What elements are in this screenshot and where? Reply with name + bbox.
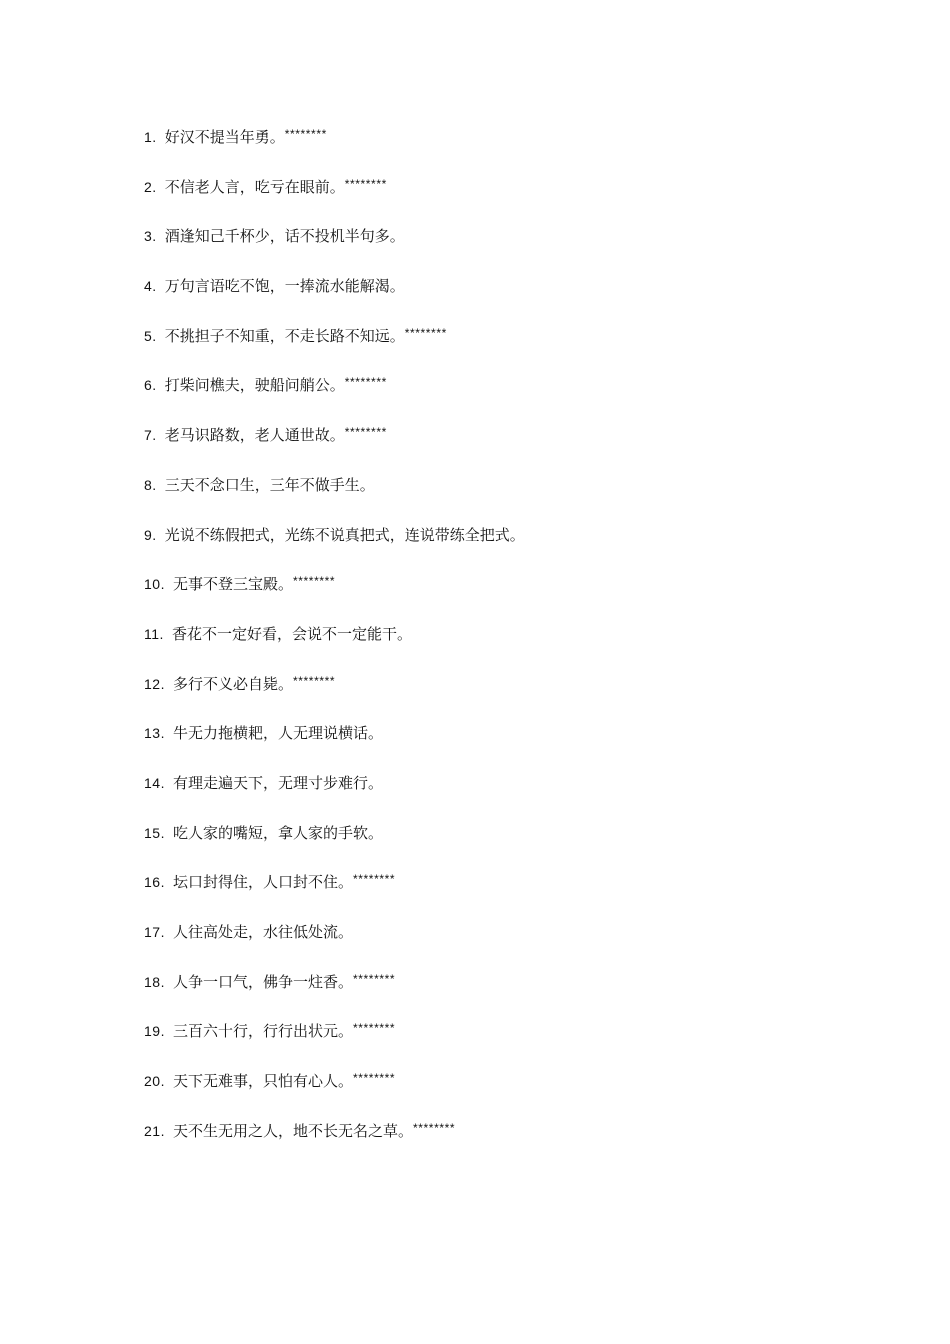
item-number: 19. <box>144 1023 165 1040</box>
item-number: 17. <box>144 924 165 940</box>
item-number: 7. <box>144 427 157 444</box>
list-item <box>144 919 525 969</box>
item-mark: ******** <box>292 574 336 589</box>
list-item <box>144 720 525 770</box>
item-mark: ******** <box>292 673 336 688</box>
list-item <box>144 869 525 919</box>
item-text: 无事不登三宝殿。 <box>172 575 293 594</box>
item-number: 16. <box>144 874 165 891</box>
item-text: 光说不练假把式，光练不说真把式，连说带练全把式。 <box>164 525 525 544</box>
item-number: 10. <box>144 576 165 593</box>
item-number: 1. <box>144 129 157 145</box>
item-text: 多行不义必自毙。 <box>172 674 293 693</box>
item-text: 三百六十行，行行出状元。 <box>172 1022 353 1041</box>
list-item <box>144 372 525 422</box>
item-number: 14. <box>144 774 165 791</box>
proverb-list <box>144 124 525 1167</box>
item-text: 天下无难事，只怕有心人。 <box>172 1072 353 1091</box>
list-item <box>144 820 525 870</box>
item-text: 打柴问樵夫，驶船问艄公。 <box>164 376 345 395</box>
item-text: 坛口封得住，人口封不住。 <box>172 873 353 892</box>
item-text: 人往高处走，水往低处流。 <box>172 923 353 941</box>
item-mark: ******** <box>404 325 447 340</box>
item-mark: ******** <box>352 1021 396 1036</box>
item-text: 天不生无用之人，地不长无名之草。 <box>172 1121 413 1140</box>
item-number: 2. <box>144 178 157 195</box>
item-text: 三天不念口生，三年不做手生。 <box>164 475 375 494</box>
list-item <box>144 1118 525 1168</box>
item-mark: ******** <box>344 375 387 390</box>
item-number: 11. <box>144 625 164 642</box>
item-number: 15. <box>144 824 165 841</box>
item-number: 6. <box>144 377 157 394</box>
list-item <box>144 472 525 522</box>
list-item <box>144 671 525 721</box>
item-number: 18. <box>144 973 165 990</box>
list-item <box>144 969 525 1019</box>
item-text: 不信老人言，吃亏在眼前。 <box>164 177 345 196</box>
item-text: 香花不一定好看，会说不一定能干。 <box>171 624 412 643</box>
item-text: 万句言语吃不饱，一捧流水能解渴。 <box>164 277 405 296</box>
item-text: 老马识路数，老人通世故。 <box>164 426 345 445</box>
item-text: 人争一口气，佛争一炷香。 <box>172 972 353 991</box>
item-mark: ******** <box>412 1120 456 1135</box>
item-mark: ******** <box>344 425 387 440</box>
item-text: 牛无力拖横耙，人无理说横话。 <box>172 724 383 743</box>
item-text: 好汉不提当年勇。 <box>164 128 285 146</box>
item-text: 不挑担子不知重，不走长路不知远。 <box>164 326 405 345</box>
item-number: 21. <box>144 1122 165 1139</box>
item-text: 有理走遍天下，无理寸步难行。 <box>172 773 383 792</box>
list-item <box>144 1068 525 1118</box>
item-text: 吃人家的嘴短，拿人家的手软。 <box>172 823 383 842</box>
item-mark: ******** <box>284 127 327 141</box>
item-mark: ******** <box>344 176 387 191</box>
list-item <box>144 770 525 820</box>
item-number: 5. <box>144 327 157 344</box>
list-item <box>144 422 525 472</box>
item-number: 3. <box>144 228 157 245</box>
list-item <box>144 571 525 621</box>
item-number: 20. <box>144 1073 165 1090</box>
list-item <box>144 124 525 174</box>
list-item <box>144 223 525 273</box>
item-number: 13. <box>144 725 165 742</box>
item-text: 酒逢知己千杯少，话不投机半句多。 <box>164 227 405 246</box>
list-item <box>144 174 525 224</box>
item-number: 12. <box>144 675 165 692</box>
list-item <box>144 273 525 323</box>
item-number: 9. <box>144 526 157 543</box>
list-item <box>144 323 525 373</box>
list-item <box>144 1018 525 1068</box>
item-mark: ******** <box>352 971 396 986</box>
item-mark: ******** <box>352 872 396 887</box>
list-item <box>144 621 525 671</box>
item-number: 8. <box>144 476 157 493</box>
item-mark: ******** <box>352 1071 396 1086</box>
list-item <box>144 522 525 572</box>
item-number: 4. <box>144 278 157 295</box>
